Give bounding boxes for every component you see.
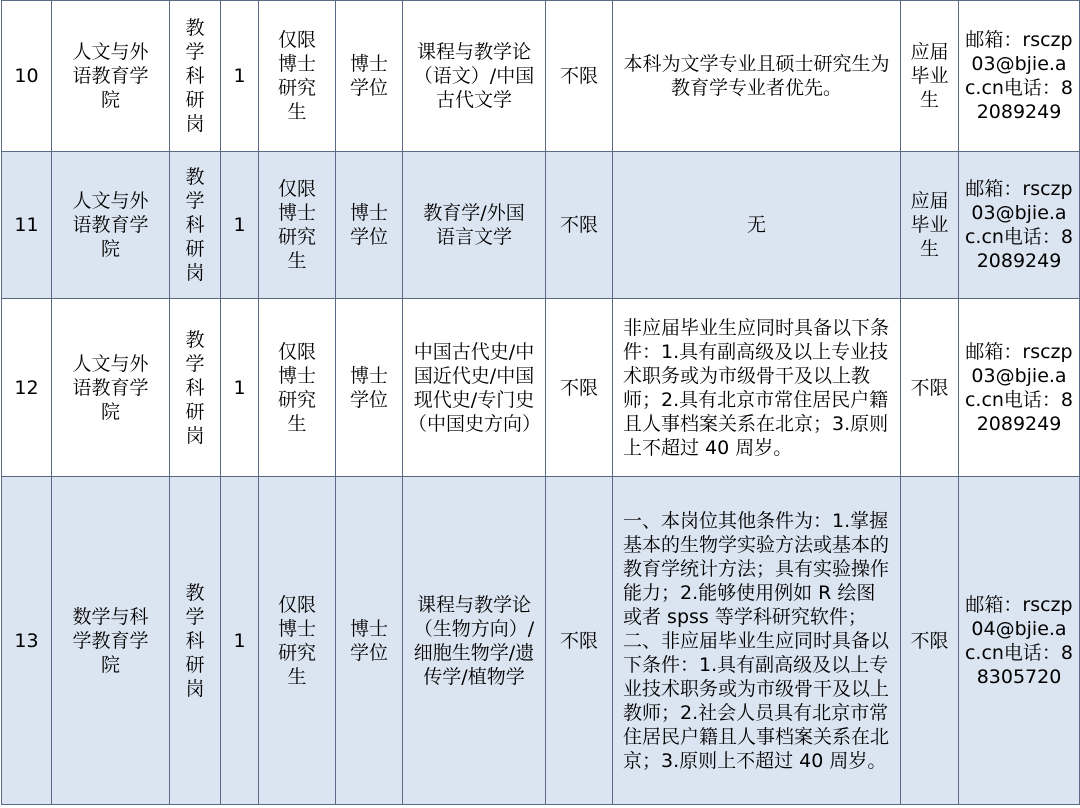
- recruitment-table: [1, 0, 1080, 805]
- degree-cell: 博士学位: [336, 299, 403, 477]
- age-cell: 不限: [546, 477, 613, 805]
- major-cell: 中国古代史/中国近代史/中国现代史/专门史（中国史方向）: [403, 299, 546, 477]
- table-row: [2, 1, 1080, 152]
- count-cell: 1: [221, 1, 259, 152]
- contact-cell: 邮箱：rsczp03@bjie.ac.cn电话：82089249: [959, 152, 1080, 299]
- count-cell: 1: [221, 152, 259, 299]
- education-cell: 仅限博士研究生: [259, 152, 336, 299]
- post-cell: 教学科研岗: [170, 299, 221, 477]
- contact-cell: 邮箱：rsczp03@bjie.ac.cn电话：82089249: [959, 299, 1080, 477]
- row-number: 11: [2, 152, 52, 299]
- major-cell: 教育学/外国语言文学: [403, 152, 546, 299]
- count-cell: 1: [221, 477, 259, 805]
- degree-cell: 博士学位: [336, 477, 403, 805]
- age-cell: 不限: [546, 152, 613, 299]
- row-number: 12: [2, 299, 52, 477]
- count-cell: 1: [221, 299, 259, 477]
- row-number: 13: [2, 477, 52, 805]
- post-cell: 教学科研岗: [170, 152, 221, 299]
- education-cell: 仅限博士研究生: [259, 477, 336, 805]
- source-cell: 应届毕业生: [901, 152, 959, 299]
- requirement-cell: 本科为文学专业且硕士研究生为教育学专业者优先。: [613, 1, 901, 152]
- row-number: 10: [2, 1, 52, 152]
- college-cell: 数学与科学教育学院: [52, 477, 170, 805]
- degree-cell: 博士学位: [336, 152, 403, 299]
- requirement-cell: 一、本岗位其他条件为：1.掌握基本的生物学实验方法或基本的教育学统计方法；具有实验操作能力；2.能够使用例如 R 绘图或者 spss 等学科研究软件；二、非应届毕业生应同时具备以下条件：1.具有副高级及以上专业技术职务或为市级骨干及以上教师；2.社会人员具有北京市常住居民户籍且人事档案关系在北京；3.原则上不超过 40 周岁。: [613, 477, 901, 805]
- age-cell: 不限: [546, 299, 613, 477]
- contact-cell: 邮箱：rsczp04@bjie.ac.cn电话：88305720: [959, 477, 1080, 805]
- post-cell: 教学科研岗: [170, 1, 221, 152]
- table-row: [2, 299, 1080, 477]
- education-cell: 仅限博士研究生: [259, 1, 336, 152]
- source-cell: 应届毕业生: [901, 1, 959, 152]
- table-row: [2, 477, 1080, 805]
- major-cell: 课程与教学论（语文）/中国古代文学: [403, 1, 546, 152]
- college-cell: 人文与外语教育学院: [52, 1, 170, 152]
- source-cell: 不限: [901, 477, 959, 805]
- degree-cell: 博士学位: [336, 1, 403, 152]
- source-cell: 不限: [901, 299, 959, 477]
- college-cell: 人文与外语教育学院: [52, 152, 170, 299]
- requirement-cell: 无: [613, 152, 901, 299]
- college-cell: 人文与外语教育学院: [52, 299, 170, 477]
- education-cell: 仅限博士研究生: [259, 299, 336, 477]
- post-cell: 教学科研岗: [170, 477, 221, 805]
- contact-cell: 邮箱：rsczp03@bjie.ac.cn电话：82089249: [959, 1, 1080, 152]
- age-cell: 不限: [546, 1, 613, 152]
- table-row: [2, 152, 1080, 299]
- requirement-cell: 非应届毕业生应同时具备以下条件：1.具有副高级及以上专业技术职务或为市级骨干及以上教师；2.具有北京市常住居民户籍且人事档案关系在北京；3.原则上不超过 40 周岁。: [613, 299, 901, 477]
- major-cell: 课程与教学论（生物方向）/细胞生物学/遗传学/植物学: [403, 477, 546, 805]
